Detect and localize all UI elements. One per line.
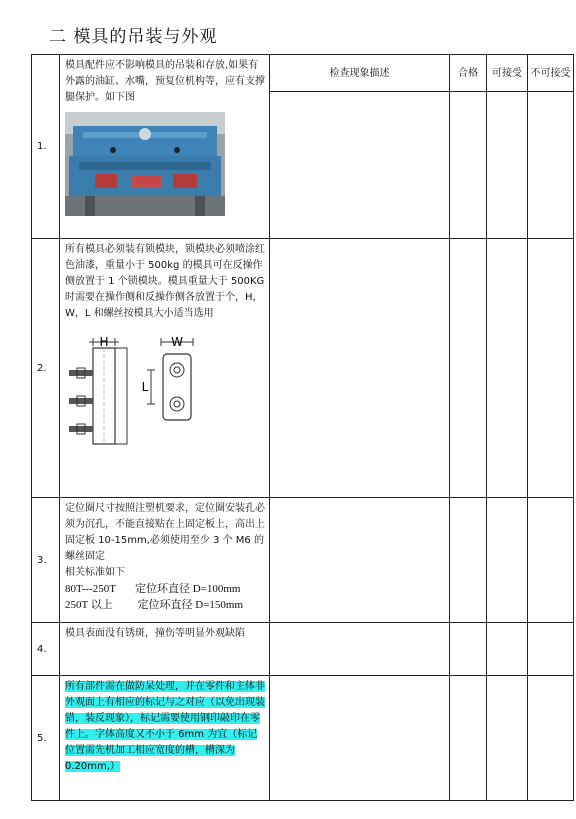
acceptable-cell [487,92,528,239]
label-h: H [99,335,109,349]
item-number: 2. [32,239,60,498]
item-text: 所有模具必须装有锁模块，锁模块必须喷涂红色油漆，重量小于 500kg 的模具可在反操作侧放置于 1 个锁模块。模具重量大于 500KG 时需要在操作侧和反操作侧各放置于个，H，W，L 和螺丝按模具大小适当选用 [65,244,265,319]
pass-cell [450,92,487,239]
item-number: 4. [32,623,60,676]
column-header-check-desc: 检查现象描述 [270,55,450,92]
acceptable-cell [487,676,528,801]
not-acceptable-cell [528,623,574,676]
acceptable-cell [487,239,528,498]
not-acceptable-cell [528,239,574,498]
table-row [32,676,574,801]
column-header-not-acceptable: 不可接受 [528,55,574,92]
check-cell [270,676,450,801]
not-acceptable-cell [528,676,574,801]
table-row [32,498,574,623]
label-l: L [141,380,149,394]
pass-cell [450,239,487,498]
spec-line: 250T 以上 定位环直径 D=150mm [65,599,244,611]
item-number: 1. [32,55,60,239]
spec-line: 80T---250T 定位环直径 D=100mm [65,583,241,595]
item-subtitle: 相关标准如下 [65,567,125,578]
item-description [60,676,270,801]
table-row [32,239,574,498]
item-description [60,623,270,676]
highlighted-text: 所有部件需在做防呆处理，并在零件和主体非外观面上有相应的标记与之对应（以免出现装错，装反现象），标记需要使用钢印敲印在零件上。字体高度又不小于 6mm 为宜（标记位置需先机加工相应宽度的槽，槽深为 0.20mm,） [65,681,265,772]
item-text: 模具配件应不影响模具的吊装和存放,如果有外露的油缸、水嘴，预复位机构等，应有支撑腿保护。如下图 [65,60,265,103]
check-cell [270,623,450,676]
item-text: 模具表面没有锈斑，撞伤等明显外观缺陷 [65,628,245,639]
mold-photo [65,112,225,216]
column-header-acceptable: 可接受 [487,55,528,92]
inspection-table [31,54,574,801]
item-number: 3. [32,498,60,623]
pass-cell [450,498,487,623]
item-description [60,498,270,623]
lock-block-drawing [65,332,265,452]
not-acceptable-cell [528,92,574,239]
section-heading: 二 模具的吊装与外观 [49,27,218,47]
item-description [60,239,270,498]
acceptable-cell [487,623,528,676]
check-cell [270,498,450,623]
check-cell [270,239,450,498]
pass-cell [450,623,487,676]
item-description [60,55,270,239]
not-acceptable-cell [528,498,574,623]
table-row [32,623,574,676]
check-cell [270,92,450,239]
item-text: 定位圈尺寸按照注塑机要求，定位圈安装孔必须为沉孔，不能直接贴在上固定板上，高出上固定板 10-15mm,必须使用至少 3 个 M6 的螺丝固定 [65,503,265,562]
item-number: 5. [32,676,60,801]
label-w: W [171,335,183,349]
table-header-row [32,55,574,92]
pass-cell [450,676,487,801]
column-header-pass: 合格 [450,55,487,92]
acceptable-cell [487,498,528,623]
